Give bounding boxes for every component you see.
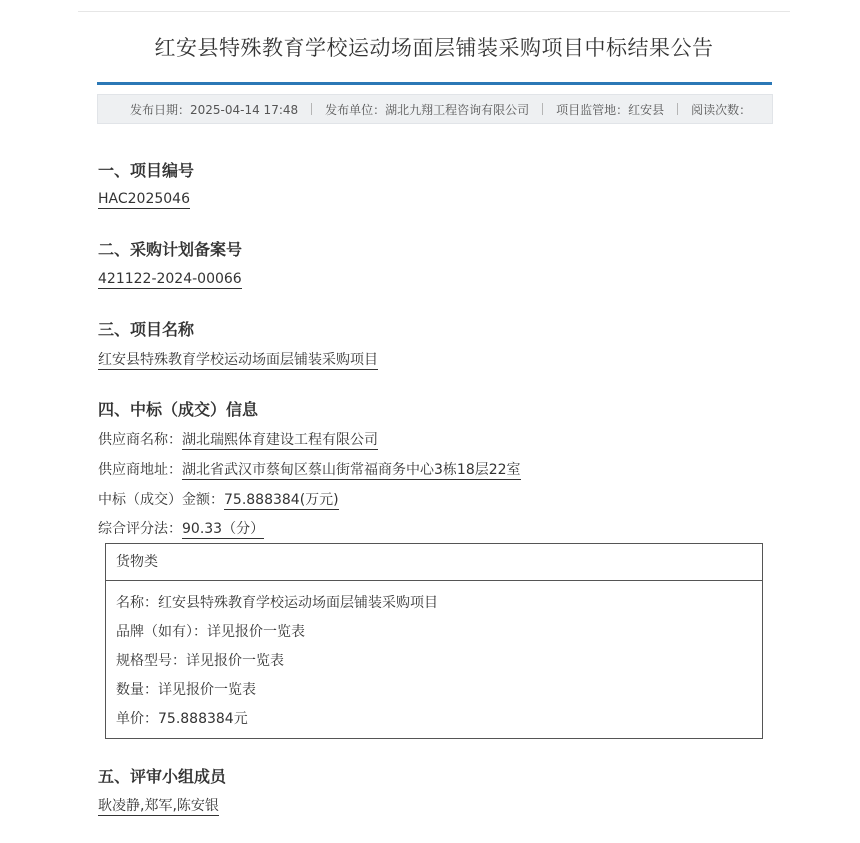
- supplier-address-label: 供应商地址：: [98, 462, 182, 478]
- meta-bar: [97, 94, 773, 124]
- award-amount-value: 75.888384(万元): [224, 492, 339, 508]
- section-heading-review-panel: 五、评审小组成员: [98, 767, 227, 786]
- section-heading-award-info: 四、中标（成交）信息: [98, 400, 259, 419]
- section-heading-record-number: 二、采购计划备案号: [98, 240, 243, 259]
- review-panel-members-value: 耿凌静,郑军,陈安银: [98, 798, 219, 814]
- award-amount-row: [98, 490, 339, 510]
- project-number-value: HAC2025046: [98, 191, 190, 207]
- record-number-value: 421122-2024-00066: [98, 271, 242, 287]
- goods-spec: 规格型号：详见报价一览表: [116, 653, 284, 669]
- supervision-location: 项目监管地：红安县: [556, 102, 665, 117]
- supplier-address-row: [98, 460, 521, 480]
- project-name-value: 红安县特殊教育学校运动场面层铺装采购项目: [98, 352, 378, 368]
- goods-unit-price: 单价：75.888384元: [116, 711, 248, 727]
- supplier-name-label: 供应商名称：: [98, 432, 182, 448]
- top-divider: [78, 11, 790, 12]
- goods-name: 名称：红安县特殊教育学校运动场面层铺装采购项目: [116, 595, 438, 611]
- review-panel-members: [98, 796, 219, 816]
- publish-date: 发布日期：2025-04-14 17:48: [130, 102, 299, 117]
- supplier-name-value: 湖北瑞熙体育建设工程有限公司: [182, 432, 378, 448]
- meta-divider: [677, 103, 678, 115]
- view-count: 阅读次数：: [691, 102, 752, 117]
- project-number: [98, 189, 190, 209]
- award-amount-label: 中标（成交）金额：: [98, 492, 224, 508]
- record-number: [98, 269, 242, 289]
- project-name: [98, 350, 378, 370]
- section-heading-project-number: 一、项目编号: [98, 161, 195, 180]
- score-value: 90.33（分）: [182, 521, 265, 537]
- score-label: 综合评分法：: [98, 521, 182, 537]
- meta-divider: [542, 103, 543, 115]
- page-title: 红安县特殊教育学校运动场面层铺装采购项目中标结果公告: [154, 36, 714, 60]
- score-row: [98, 519, 264, 539]
- goods-table: [105, 543, 763, 739]
- supplier-address-value: 湖北省武汉市蔡甸区蔡山街常福商务中心3栋18层22室: [182, 462, 521, 478]
- meta-divider: [311, 103, 312, 115]
- publisher: 发布单位：湖北九翔工程咨询有限公司: [325, 102, 530, 117]
- section-heading-project-name: 三、项目名称: [98, 320, 195, 339]
- goods-table-header: 货物类: [106, 544, 762, 581]
- title-underline: [97, 82, 772, 85]
- supplier-name-row: [98, 430, 378, 450]
- goods-quantity: 数量：详见报价一览表: [116, 682, 256, 698]
- goods-brand: 品牌（如有）：详见报价一览表: [116, 624, 305, 640]
